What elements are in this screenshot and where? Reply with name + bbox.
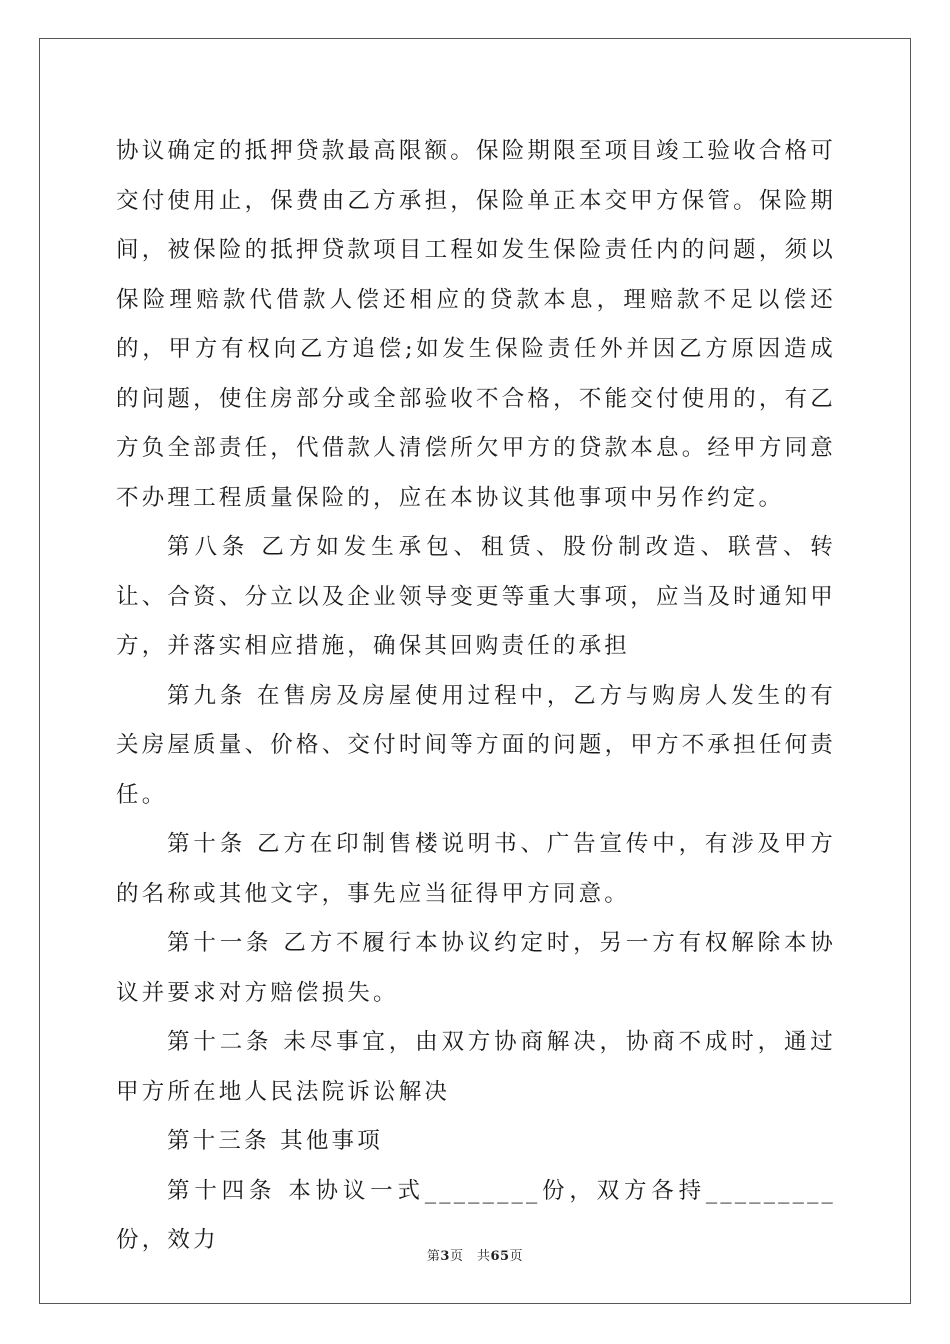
footer-middle: 页 共 (449, 1249, 491, 1264)
footer-prefix: 第 (426, 1249, 441, 1264)
footer-suffix: 页 (509, 1249, 524, 1264)
footer-total-pages: 65 (490, 1249, 510, 1264)
paragraph-article-14: 第十四条 本协议一式________份，双方各持_________份，效力 (116, 1177, 836, 1253)
paragraph-continuation: 协议确定的抵押贷款最高限额。保险期限至项目竣工验收合格可交付使用止，保费由乙方承担，保险单正本交甲方保管。保险期间，被保险的抵押贷款项目工程如发生保险责任内的问题，须以保险理赔款代借款人偿还相应的贷款本息，理赔款不足以偿还的，甲方有权向乙方追偿;如发生保险责任外并因乙方原因造成的问题，使住房部分或全部验收不合格，不能交付使用的，有乙方负全部责任，代借款人清偿所欠甲方的贷款本息。经甲方同意不办理工程质量保险的，应在本协议其他事项中另作约定。 (116, 138, 836, 511)
document-body (116, 127, 836, 1266)
paragraph-article-12: 第十二条 未尽事宜，由双方协商解决，协商不成时，通过甲方所在地人民法院诉讼解决 (116, 1029, 836, 1105)
page-footer (0, 1245, 950, 1264)
footer-current-page: 3 (440, 1249, 450, 1264)
paragraph-article-8: 第八条 乙方如发生承包、租赁、股份制改造、联营、转让、合资、分立以及企业领导变更等重大事项，应当及时通知甲方，并落实相应措施，确保其回购责任的承担 (116, 534, 836, 659)
paragraph-article-10: 第十条 乙方在印制售楼说明书、广告宣传中，有涉及甲方的名称或其他文字，事先应当征得甲方同意。 (116, 831, 836, 907)
paragraph-article-13: 第十三条 其他事项 (167, 1128, 383, 1154)
paragraph-article-11: 第十一条 乙方不履行本协议约定时，另一方有权解除本协议并要求对方赔偿损失。 (116, 930, 836, 1006)
paragraph-article-9: 第九条 在售房及房屋使用过程中，乙方与购房人发生的有关房屋质量、价格、交付时间等方面的问题，甲方不承担任何责任。 (116, 682, 836, 808)
